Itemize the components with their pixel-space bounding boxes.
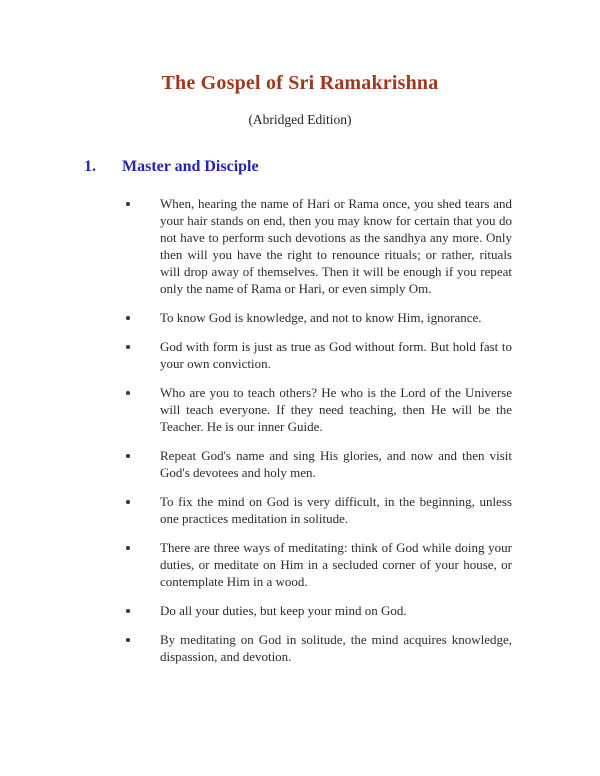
quote-item [125,602,512,619]
bullet-dot-icon [126,316,130,320]
bullet-dot-icon [126,202,130,206]
quote-text: God with form is just as true as God without form. But hold fast to your own conviction. [160,339,512,371]
quote-text: There are three ways of meditating: think of God while doing your duties, or meditate on Him in a secluded corner of your house, or contemplate Him in a wood. [160,540,512,589]
quote-text: Repeat God's name and sing His glories, and now and then visit God's devotees and holy men. [160,448,512,480]
quote-list [125,195,512,665]
quote-text: Do all your duties, but keep your mind on God. [160,603,407,618]
quote-text: When, hearing the name of Hari or Rama once, you shed tears and your hair stands on end, then you may know for certain that you do not have to perform such devotions as the sandhya any more. Only then will you have the right to renounce rituals; or rather, rituals will drop away of themselves. Then it will be enough if you repeat only the name of Rama or Hari, or even simply Om. [160,196,512,296]
bullet-dot-icon [126,391,130,395]
bullet-dot-icon [126,609,130,613]
quote-item [125,631,512,665]
bullet-dot-icon [126,500,130,504]
quote-text: To fix the mind on God is very difficult, in the beginning, unless one practices meditation in solitude. [160,494,512,526]
quote-item [125,338,512,372]
section-heading [84,158,600,176]
quote-text: By meditating on God in solitude, the mind acquires knowledge, dispassion, and devotion. [160,632,512,664]
quote-item [125,447,512,481]
page-title: The Gospel of Sri Ramakrishna [161,72,439,94]
quote-text: Who are you to teach others? He who is the Lord of the Universe will teach everyone. If they need teaching, then He will be the Teacher. He is our inner Guide. [160,385,512,434]
quote-item [125,309,512,326]
bullet-dot-icon [126,638,130,642]
section-title: Master and Disciple [122,158,259,175]
section-number: 1. [84,158,96,175]
bullet-dot-icon [126,345,130,349]
page-subtitle: (Abridged Edition) [248,112,352,127]
quote-item [125,539,512,590]
quote-text: To know God is knowledge, and not to know Him, ignorance. [160,310,482,325]
bullet-dot-icon [126,454,130,458]
quote-item [125,195,512,297]
bullet-dot-icon [126,546,130,550]
quote-item [125,384,512,435]
quote-item [125,493,512,527]
